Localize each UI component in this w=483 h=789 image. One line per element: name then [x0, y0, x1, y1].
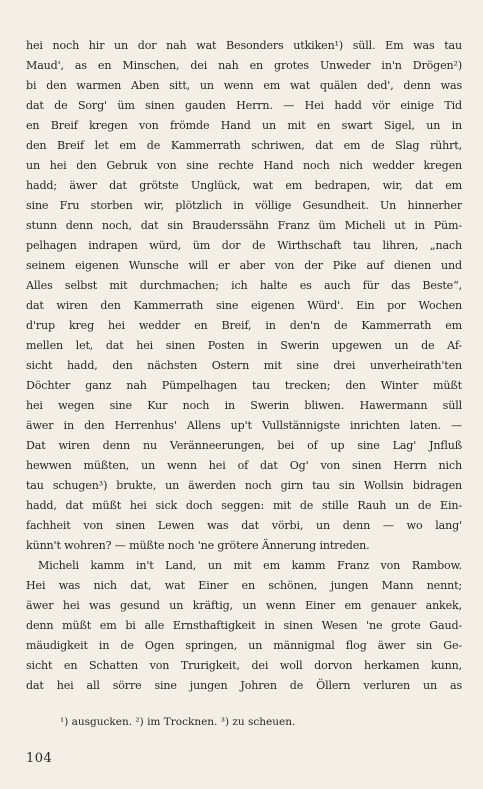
- text-line: dat de Sorg' üm sinen gauden Herrn. — Hei hadd vör einige Tid: [26, 99, 462, 112]
- text-line: Döchter ganz nah Pümpelhagen tau trecken; den Winter müßt: [26, 379, 462, 392]
- text-line: sine Fru storben wir, plötzlich in völlige Gesundheit. Un hinnerher: [26, 199, 462, 212]
- text-line: hei wegen sine Kur noch in Swerin bliwen. Hawermann süll: [26, 399, 462, 412]
- text-line: mäudigkeit in de Ogen springen, un männigmal flog äwer sin Ge-: [26, 639, 462, 652]
- text-line: d'rup kreg hei wedder en Breif, in den'n de Kammerrath em: [26, 319, 462, 332]
- text-line: künn't wohren? — müßte noch 'ne grötere Ännerung intreden.: [26, 539, 370, 552]
- text-line: bi den warmen Aben sitt, un wenn em wat quälen ded', denn was: [26, 79, 462, 92]
- text-line: seinem eigenen Wunsche will er aber von der Pike auf dienen und: [26, 259, 462, 272]
- text-line: hadd, dat müßt hei sick doch seggen: mit de stille Rauh un de Ein-: [26, 499, 462, 512]
- body-text: [26, 36, 462, 696]
- text-line: hewwen müßten, un wenn hei of dat Og' von sinen Herrn nich: [26, 459, 462, 472]
- page-number: 104: [26, 751, 53, 766]
- text-line: dat wiren den Kammerrath sine eigenen Würd'. Ein por Wochen: [26, 299, 462, 312]
- text-line: hei noch hir un dor nah wat Besonders utkiken¹) süll. Em was tau: [26, 39, 462, 52]
- text-line: dat hei all sörre sine jungen Johren de Öllern verluren un as: [26, 679, 462, 692]
- text-line: denn müßt em bi alle Ernsthaftigkeit in sinen Wesen 'ne grote Gaud-: [26, 619, 462, 632]
- text-line: Hei was nich dat, wat Einer en schönen, jungen Mann nennt;: [26, 579, 462, 592]
- text-line: stunn denn noch, dat sin Brauderssähn Franz üm Micheli ut in Püm-: [26, 219, 462, 232]
- text-line: hadd; äwer dat grötste Unglück, wat em bedrapen, wir, dat em: [26, 179, 462, 192]
- text-line: sicht en Schatten von Trurigkeit, dei woll dorvon herkamen kunn,: [26, 659, 462, 672]
- text-line: Micheli kamm in't Land, un mit em kamm Franz von Rambow.: [38, 559, 462, 572]
- text-line: fachheit von sinen Lewen was dat vörbi, un denn — wo lang': [26, 519, 462, 532]
- text-line: en Breif kregen von frömde Hand un mit en swart Sigel, un in: [26, 119, 462, 132]
- text-line: pelhagen indrapen würd, üm dor de Wirthschaft tau lihren, „nach: [26, 239, 462, 252]
- text-line: Dat wiren denn nu Veränneerungen, bei of up sine Lag' Jnfluß: [26, 439, 462, 452]
- text-line: sicht hadd, den nächsten Ostern mit sine drei unverheirath'ten: [26, 359, 462, 372]
- text-line: tau schugen³) brukte, un äwerden noch girn tau sin Wollsin bidragen: [26, 479, 462, 492]
- footnotes: ¹) ausgucken. ²) im Trocknen. ³) zu scheuen.: [60, 716, 296, 728]
- text-line: den Breif let em de Kammerrath schriwen, dat em de Slag rührt,: [26, 139, 462, 152]
- text-line: Alles selbst mit durchmachen; ich halte es auch für das Beste“,: [26, 279, 462, 292]
- text-line: äwer hei was gesund un kräftig, un wenn Einer em genauer ankek,: [26, 599, 462, 612]
- text-line: un hei den Gebruk von sine rechte Hand noch nich wedder kregen: [26, 159, 462, 172]
- text-line: Maud', as en Minschen, dei nah en grotes Unweder in'n Drögen²): [26, 59, 462, 72]
- text-line: mellen let, dat hei sinen Posten in Swerin upgewen un de Af-: [26, 339, 462, 352]
- text-line: äwer in den Herrenhus' Allens up't Vullstännigste inrichten laten. —: [26, 419, 462, 432]
